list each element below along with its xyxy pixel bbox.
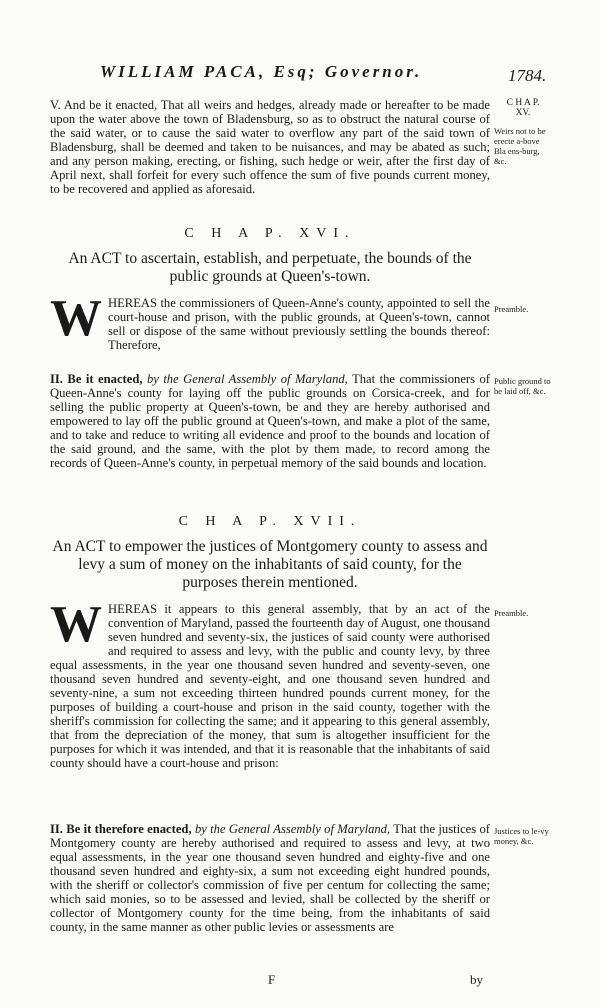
margin-note-preamble: Preamble.	[494, 608, 529, 618]
enacting-lead: II. Be it enacted,	[50, 372, 143, 386]
preamble-17	[50, 596, 490, 770]
act-17-title: An ACT to empower the justices of Montgomery county to assess and levy a sum of money on the inhabitants of said county, for the purposes therein mentioned.	[52, 538, 488, 591]
chap-16-heading: C H A P. XVI.	[184, 226, 356, 241]
preamble-17-text: HEREAS it appears to this general assembly, that by an act of the convention of Maryland, passed the fourteenth day of August, one thousand seven hundred and seventy-six, the justices of said county were authorised and required to assess and levy, with the public and county levy, by three equal assessments, in the year one thousand seven hundred and seventy-seven, one thousand seven hundred and seventy-eight, and one thousand seven hundred and seventy-nine, a sum not exceeding thirteen hundred pounds current money, for the purposes of building a court-house and prison in the said county, together with the sheriff's commission for collecting the same; and it appearing to this general assembly, that from the depreciation of the money, that sum is altogether insufficient for the purposes for which it was intended, and that it is reasonable that the inhabitants of said county should have a court-house and prison:	[50, 602, 490, 770]
chap-17-heading: C H A P. XVII.	[178, 514, 362, 529]
drop-cap: W	[50, 596, 102, 653]
enacting-authority: by the General Assembly of Maryland,	[146, 372, 348, 386]
running-head-title: WILLIAM PACA, Esq; Governor.	[100, 62, 423, 81]
margin-note-public-ground: Public ground to be laid off, &c.	[494, 376, 551, 396]
running-head	[100, 62, 500, 82]
margin-chap-label: C H A P.	[506, 98, 540, 108]
margin-note-justices: Justices to le-vy money, &c.	[494, 826, 549, 846]
section-17-ii	[50, 822, 490, 934]
section-v-text: V. And be it enacted, That all weirs and hedges, already made or hereafter to be made upon the water above the town of Bladensburg, so as to obstruct the natural course of the said water, or to cause the said water to overflow any part of the said town of Bladensburg, shall be deemed and taken to be nuisances, and may be abated as such; and any person making, erecting, or fishing, such hedge or weir, after the first day of April next, shall forfeit for every such offence the sum of five pounds current money, to be recovered and applied as aforesaid.	[50, 98, 490, 196]
drop-cap: W	[50, 290, 102, 347]
section-v	[50, 98, 490, 196]
margin-chap-number: XV.	[515, 108, 531, 118]
margin-chap-15	[494, 98, 552, 118]
margin-note-preamble: Preamble.	[494, 304, 529, 314]
page-year: 1784.	[508, 66, 547, 85]
section-16-ii	[50, 372, 490, 470]
margin-note-weirs: Weirs not to be erecte a-bove Bla ens-burg, &c.	[494, 126, 546, 166]
section-16-ii-text: That the commissioners of Queen-Anne's county for laying off the public grounds on Corsica-creek, and for selling the public property at Queen's-town, be and they are hereby authorised and empowered to lay off the public ground at Queen's-town, and make a plot of the same, and to take and reduce to writing all evidence and proof to the bounds and location of the said ground, and the same, with the plot by them made, to record among the records of Queen-Anne's county, in perpetual memory of the said bounds and location.	[50, 372, 490, 470]
preamble-16-text: HEREAS the commissioners of Queen-Anne's county, appointed to sell the court-house and prison, with the public grounds, at Queen's-town, cannot sell or dispose of the same without previously settling the bounds thereof: Therefore,	[108, 296, 490, 352]
signature-mark: F	[268, 972, 276, 987]
catchword: by	[470, 972, 483, 987]
enacting-authority: by the General Assembly of Maryland,	[194, 822, 391, 836]
act-16-title: An ACT to ascertain, establish, and perpetuate, the bounds of the public grounds at Queen's-town.	[68, 250, 472, 285]
section-17-ii-text: That the justices of Montgomery county are hereby authorised and required to assess and levy, at two equal assessments, in the year one thousand seven hundred and eighty-five and one thousand seven hundred and eighty-six, a sum not exceeding eight hundred pounds, with the sheriff or collector's commission of five per centum for collecting the same; which said monies, so to be assessed and levied, shall be collected by the sheriff or collector of Montgomery county for the time being, from the inhabitants of said county, in the same manner as other public levies or assessments are	[50, 822, 490, 934]
preamble-16	[50, 290, 490, 352]
enacting-lead: II. Be it therefore enacted,	[50, 822, 192, 836]
